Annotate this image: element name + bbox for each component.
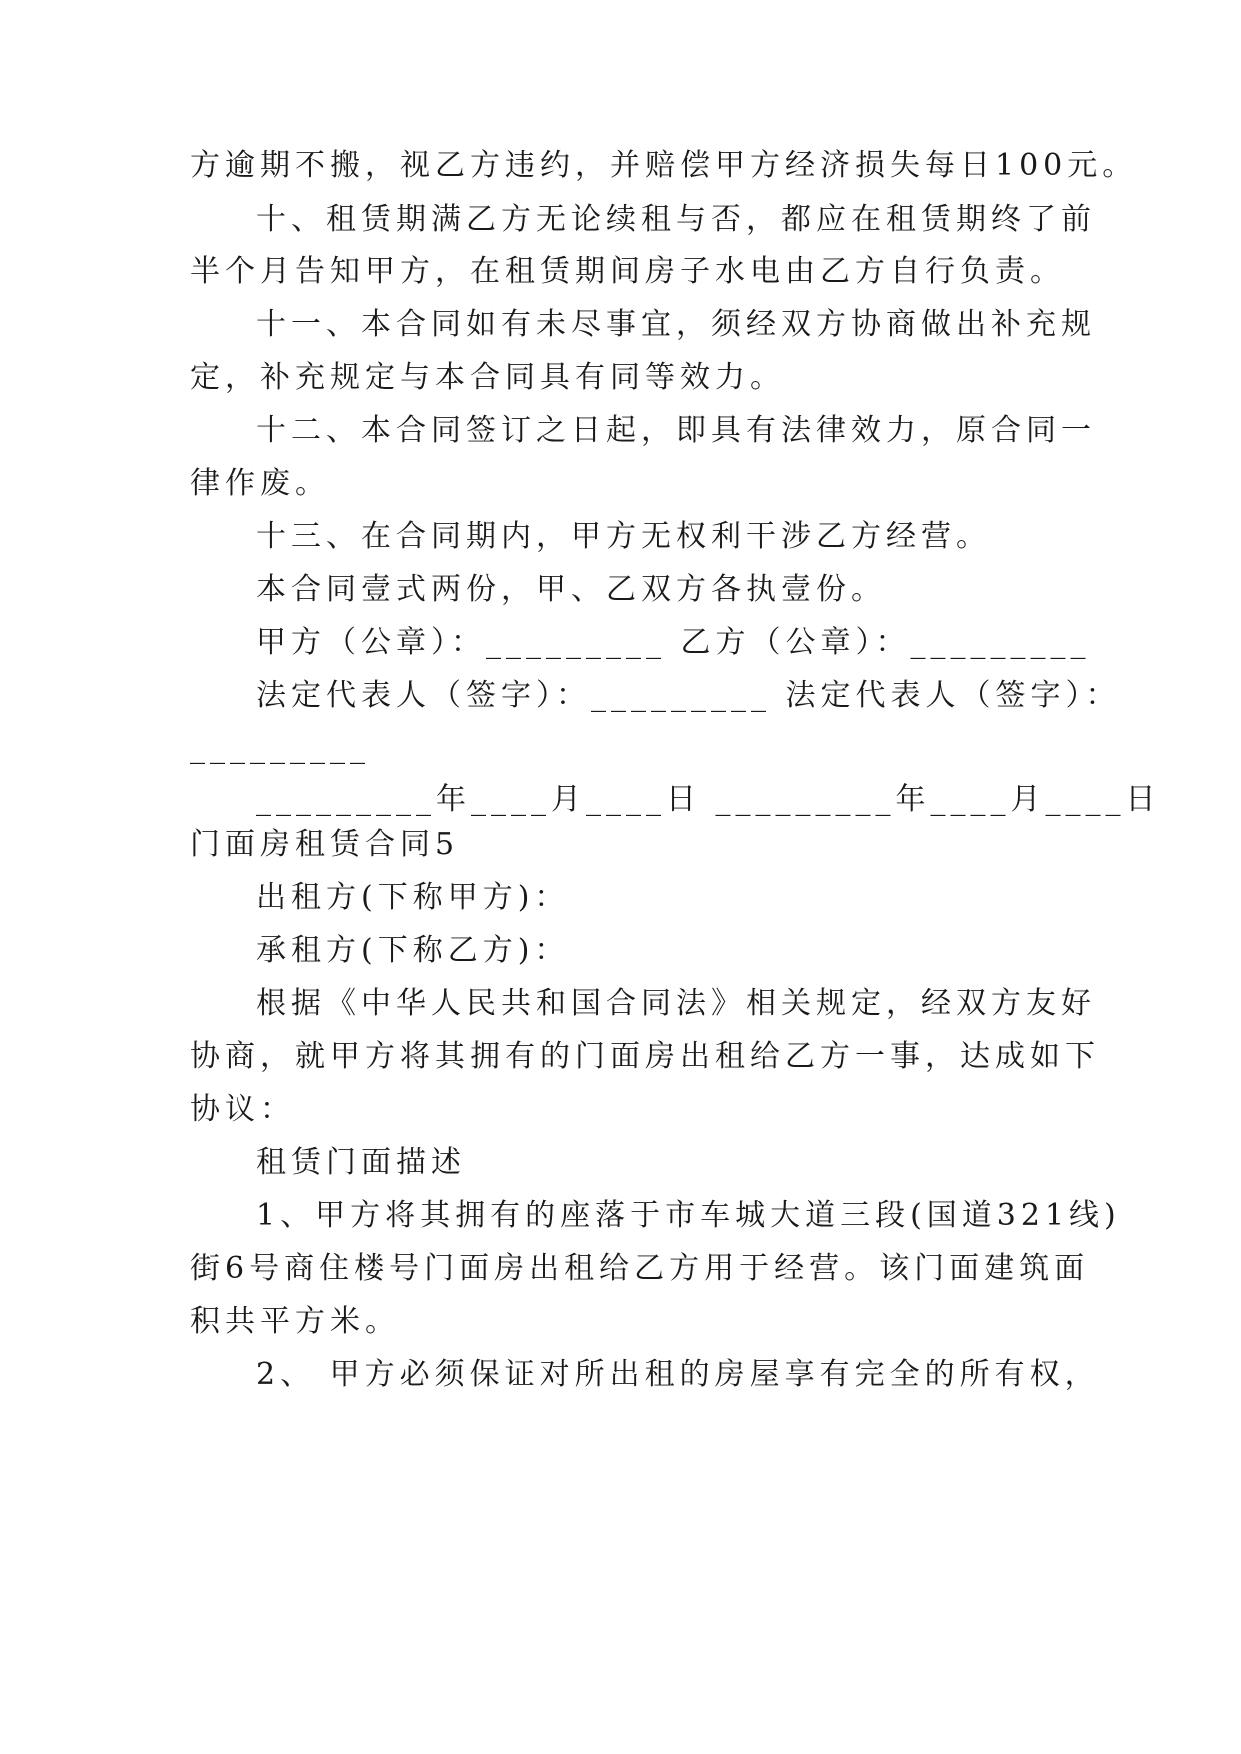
date-line: _________年____月____日 _________年____月____日 (256, 782, 1161, 817)
clause-12-line-2: 律作废。 (190, 466, 330, 501)
lessor-line: 出租方(下称甲方)： (256, 880, 570, 915)
item-1-line-2: 街6号商住楼号门面房出租给乙方用于经营。该门面建筑面 (190, 1251, 1090, 1286)
preamble-line-1: 根据《中华人民共和国合同法》相关规定，经双方友好 (256, 986, 1096, 1021)
preamble-line-3: 协议： (190, 1092, 295, 1127)
seal-line: 甲方（公章）：_________ 乙方（公章）：_________ (256, 625, 1091, 660)
clause-10-line-1: 十、租赁期满乙方无论续租与否，都应在租赁期终了前 (256, 202, 1096, 237)
contract-title: 门面房租赁合同5 (190, 827, 460, 862)
clause-12-line-1: 十二、本合同签订之日起，即具有法律效力，原合同一 (256, 413, 1096, 448)
copies-line: 本合同壹式两份，甲、乙双方各执壹份。 (256, 572, 886, 607)
signature-line: 法定代表人（签字）：_________ 法定代表人（签字）： (256, 678, 1121, 713)
preamble-line-2: 协商，就甲方将其拥有的门面房出租给乙方一事，达成如下 (190, 1039, 1100, 1074)
clause-10-line-2: 半个月告知甲方，在租赁期间房子水电由乙方自行负责。 (190, 254, 1065, 289)
clause-11-line-2: 定，补充规定与本合同具有同等效力。 (190, 360, 785, 395)
clause-11-line-1: 十一、本合同如有未尽事宜，须经双方协商做出补充规 (256, 307, 1096, 342)
item-2-line-1: 2、 甲方必须保证对所出租的房屋享有完全的所有权， (256, 1357, 1100, 1392)
item-1-line-1: 1、甲方将其拥有的座落于市车城大道三段(国道321线) (256, 1198, 1121, 1233)
lessee-line: 承租方(下称乙方)： (256, 933, 570, 968)
item-1-line-3: 积共平方米。 (190, 1304, 400, 1339)
text-line: 方逾期不搬，视乙方违约，并赔偿甲方经济损失每日100元。 (190, 148, 1138, 183)
clause-13-line: 十三、在合同期内，甲方无权利干涉乙方经营。 (256, 519, 991, 554)
signature-blank-line: _________ (190, 730, 370, 765)
section-heading: 租赁门面描述 (256, 1145, 466, 1180)
